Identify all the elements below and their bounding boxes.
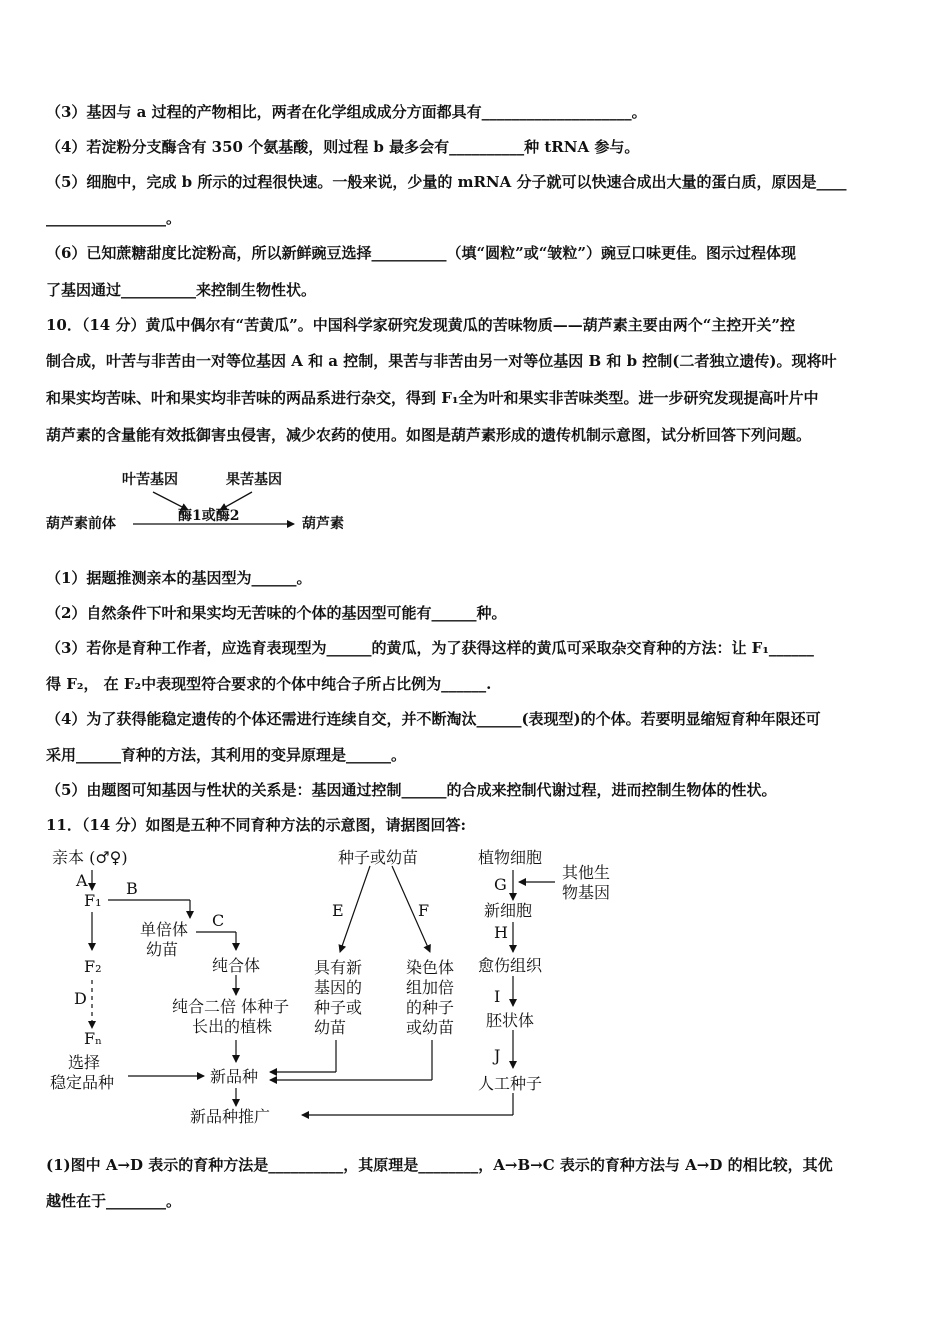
step-f-label: F xyxy=(418,901,430,920)
q11-sub-1a: (1)图中 A→D 表示的育种方法是__________，其原理是________，A→B→C 表示的育种方法与 A→D 的相比较，其优 xyxy=(46,1156,833,1174)
callus-label: 愈伤组织 xyxy=(478,956,543,975)
step-e-label: E xyxy=(332,901,344,920)
q11-intro: 11．（14 分）如图是五种不同育种方法的示意图，请据图回答: xyxy=(46,816,467,834)
artificial-seed-label: 人工种子 xyxy=(478,1074,543,1093)
q10-intro-2: 制合成，叶苦与非苦由一对等位基因 A 和 a 控制，果苦与非苦由另一对等位基因 B 和 b 控制(二者独立遗传)。现将叶 xyxy=(46,352,837,370)
chromo-label-2: 组加倍 xyxy=(406,978,455,997)
chromo-label-1: 染色体 xyxy=(406,958,455,977)
new-cell-label: 新细胞 xyxy=(484,901,533,920)
newgene-label-2: 基因的 xyxy=(314,978,363,997)
select-label-2: 稳定品种 xyxy=(50,1073,115,1092)
haploid-label-1: 单倍体 xyxy=(140,920,189,939)
embryoid-label: 胚状体 xyxy=(486,1011,535,1030)
q9-line-6b: 了基因通过__________来控制生物性状。 xyxy=(46,281,317,299)
other-gene-label-1: 其他生 xyxy=(562,863,611,882)
step-g-label: G xyxy=(494,875,507,894)
step-b-label: B xyxy=(126,879,138,898)
fruit-gene-label: 果苦基因 xyxy=(226,472,282,488)
new-variety-label: 新品种 xyxy=(210,1067,259,1086)
step-a-label: A xyxy=(76,871,88,890)
q10-sub-4a: （4）为了获得能稳定遗传的个体还需进行连续自交，并不断淘汰______(表现型)的个体。若要明显缩短育种年限还可 xyxy=(46,710,821,728)
diploid-label-1: 纯合二倍 体种子 xyxy=(172,997,290,1016)
q9-line-3: （3）基因与 a 过程的产物相比，两者在化学组成成分方面都具有____________________。 xyxy=(46,103,647,121)
enzyme-label: 酶1或酶2 xyxy=(178,508,240,524)
newgene-label-3: 种子或 xyxy=(314,998,363,1017)
newgene-label-4: 幼苗 xyxy=(314,1018,347,1037)
plant-cell-label: 植物细胞 xyxy=(478,848,543,867)
q10-sub-2: （2）自然条件下叶和果实均无苦味的个体的基因型可能有______种。 xyxy=(46,604,507,622)
fn-label: Fₙ xyxy=(84,1029,103,1048)
step-h-label: H xyxy=(494,923,508,942)
f2-label: F₂ xyxy=(84,957,102,976)
q11-sub-1b: 越性在于________。 xyxy=(46,1192,182,1210)
step-d-label: D xyxy=(74,989,87,1008)
step-j-label: J xyxy=(494,1046,501,1065)
q10-sub-4b: 采用______育种的方法，其利用的变异原理是______。 xyxy=(46,746,407,764)
precursor-label: 葫芦素前体 xyxy=(46,516,116,532)
q9-line-4: （4）若淀粉分支酶含有 350 个氨基酸，则过程 b 最多会有__________种 tRNA 参与。 xyxy=(46,138,640,156)
q9-line-5b: ________________。 xyxy=(46,209,182,227)
parent-label: 亲本 (♂♀) xyxy=(52,848,128,867)
q10-sub-1: （1）据题推测亲本的基因型为______。 xyxy=(46,569,312,587)
select-label-1: 选择 xyxy=(68,1053,101,1072)
q10-sub-5: （5）由题图可知基因与性状的关系是：基因通过控制______的合成来控制代谢过程，进而控制生物体的性状。 xyxy=(46,781,777,799)
haploid-label-2: 幼苗 xyxy=(146,940,179,959)
other-gene-label-2: 物基因 xyxy=(562,883,611,902)
q10-intro-4: 葫芦素的含量能有效抵御害虫侵害，减少农药的使用。如图是葫芦素形成的遗传机制示意图，试分析回答下列问题。 xyxy=(46,426,812,444)
q10-sub-3b: 得 F₂， 在 F₂中表现型符合要求的个体中纯合子所占比例为______. xyxy=(46,675,492,693)
seed-label: 种子或幼苗 xyxy=(338,848,419,867)
diploid-label-2: 长出的植株 xyxy=(192,1017,273,1036)
q10-intro-3: 和果实均苦味、叶和果实均非苦味的两品系进行杂交，得到 F₁全为叶和果实非苦味类型。进一步研究发现提高叶片中 xyxy=(46,389,819,407)
q10-sub-3a: （3）若你是育种工作者，应选育表现型为______的黄瓜，为了获得这样的黄瓜可采取杂交育种的方法：让 F₁______ xyxy=(46,639,814,657)
product-label: 葫芦素 xyxy=(302,516,344,532)
chromo-label-4: 或幼苗 xyxy=(406,1018,455,1037)
f1-label: F₁ xyxy=(84,891,102,910)
newgene-label-1: 具有新 xyxy=(314,958,363,977)
pure-label: 纯合体 xyxy=(212,956,261,975)
step-i-label: I xyxy=(494,987,501,1006)
q9-line-6a: （6）已知蔗糖甜度比淀粉高，所以新鲜豌豆选择__________（填“圆粒”或“皱粒”）豌豆口味更佳。图示过程体现 xyxy=(46,244,796,262)
q10-intro-1: 10．（14 分）黄瓜中偶尔有“苦黄瓜”。中国科学家研究发现黄瓜的苦味物质——葫芦素主要由两个“主控开关”控 xyxy=(46,316,795,334)
q9-line-5a: （5）细胞中，完成 b 所示的过程很快速。一般来说，少量的 mRNA 分子就可以快速合成出大量的蛋白质，原因是____ xyxy=(46,173,847,191)
leaf-gene-label: 叶苦基因 xyxy=(122,472,178,488)
step-c-label: C xyxy=(212,911,225,930)
chromo-label-3: 的种子 xyxy=(406,998,455,1017)
promote-label: 新品种推广 xyxy=(190,1107,271,1126)
